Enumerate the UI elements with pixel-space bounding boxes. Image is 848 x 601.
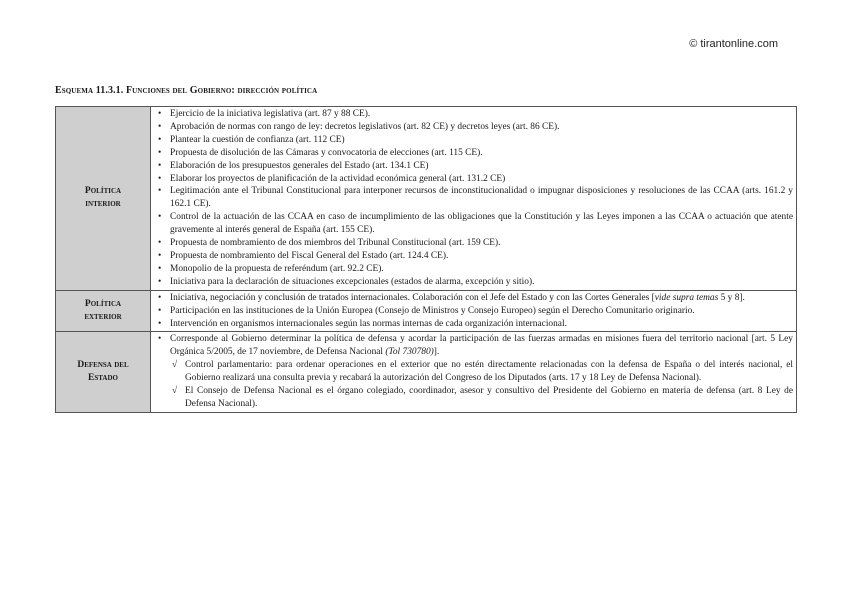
label-defensa-estado [56,332,151,412]
table-row-defensa [56,332,797,412]
item-text: 5 y 8]. [718,292,745,303]
scheme-title: Esquema 11.3.1. Funciones del Gobierno: dirección política [55,85,318,96]
list-item: • Legitimación ante el Tribunal Constitucional para interponer recursos de inconstitucionalidad o impugnar disposiciones y resoluciones de las CCAA (arts. 161.2 y 162.1 CE). [155,185,793,211]
list-item [155,333,793,359]
functions-table [55,106,797,413]
interior-list [155,108,793,289]
label-line: Política [84,186,122,197]
list-item: • Control de la actuación de las CCAA en caso de incumplimiento de las obligaciones que la Constitución y las Leyes imponen a las CCAA o actuación que atente gravemente al interés general de España (art. 155 CE). [155,211,793,237]
sub-list-item: √ El Consejo de Defensa Nacional es el órgano colegiado, coordinador, asesor y consultivo del Presidente del Gobierno en materia de defensa (art. 8 Ley de Defensa Nacional). [155,385,793,411]
label-politica-interior [56,107,151,291]
list-item: • Aprobación de normas con rango de ley: decretos legislativos (art. 82 CE) y decretos leyes (art. 86 CE). [155,121,793,134]
item-text: Iniciativa, negociación y conclusión de tratados internacionales. Colaboración con el Jefe del Estado y con las Cortes Generales [ [170,292,655,303]
table-row-exterior [56,290,797,332]
label-line: Defensa del [77,360,129,371]
label-politica-exterior [56,290,151,332]
list-item: • Monopolio de la propuesta de referéndum (art. 92.2 CE). [155,263,793,276]
label-line: exterior [84,312,122,323]
list-item: • Propuesta de nombramiento de dos miembros del Tribunal Constitucional (art. 159 CE). [155,237,793,250]
list-item: • Elaboración de los presupuestos generales del Estado (art. 134.1 CE) [155,160,793,173]
sub-list-item: √ Control parlamentario: para ordenar operaciones en el exterior que no estén directamente relacionadas con la defensa de España o del interés nacional, el Gobierno realizará una consulta previa y recabará la autorización del Congreso de los Diputados (arts. 17 y 18 Ley de Defensa Nacional). [155,359,793,385]
watermark: © tirantonline.com [689,38,778,50]
list-item: • Propuesta de disolución de las Cámaras y convocatoria de elecciones (art. 115 CE). [155,147,793,160]
list-item: • Iniciativa para la declaración de situaciones excepcionales (estados de alarma, excepción y sitio). [155,276,793,289]
list-item: • Ejercicio de la iniciativa legislativa (art. 87 y 88 CE). [155,108,793,121]
list-item: • Plantear la cuestión de confianza (art. 112 CE) [155,134,793,147]
item-text: Corresponde al Gobierno determinar la política de defensa y acordar la participación de las fuerzas armadas en misiones fuera del territorio nacional [art. 5 Ley Orgánica 5/2005, de 17 noviembre, de Defensa Nacional [170,334,793,358]
item-emphasis: vide supra temas [654,292,719,303]
table-row-interior [56,107,797,291]
item-text: ]. [433,347,440,358]
content-defensa-estado [151,332,797,412]
exterior-list [155,292,793,331]
label-line: interior [85,199,121,210]
content-politica-exterior [151,290,797,332]
content-politica-interior [151,107,797,291]
defensa-list [155,333,793,410]
list-item: • Participación en las instituciones de la Unión Europea (Consejo de Ministros y Consejo Europeo) según el Derecho Comunitario originario. [155,305,793,318]
list-item: • Elaborar los proyectos de planificación de la actividad económica general (art. 131.2 CE) [155,173,793,186]
list-item [155,292,793,305]
label-line: Política [84,299,122,310]
label-line: Estado [88,373,118,384]
list-item: • Intervención en organismos internacionales según las normas internas de cada organización internacional. [155,318,793,331]
list-item: • Propuesta de nombramiento del Fiscal General del Estado (art. 124.4 CE). [155,250,793,263]
item-emphasis: (Tol 730780) [385,347,434,358]
